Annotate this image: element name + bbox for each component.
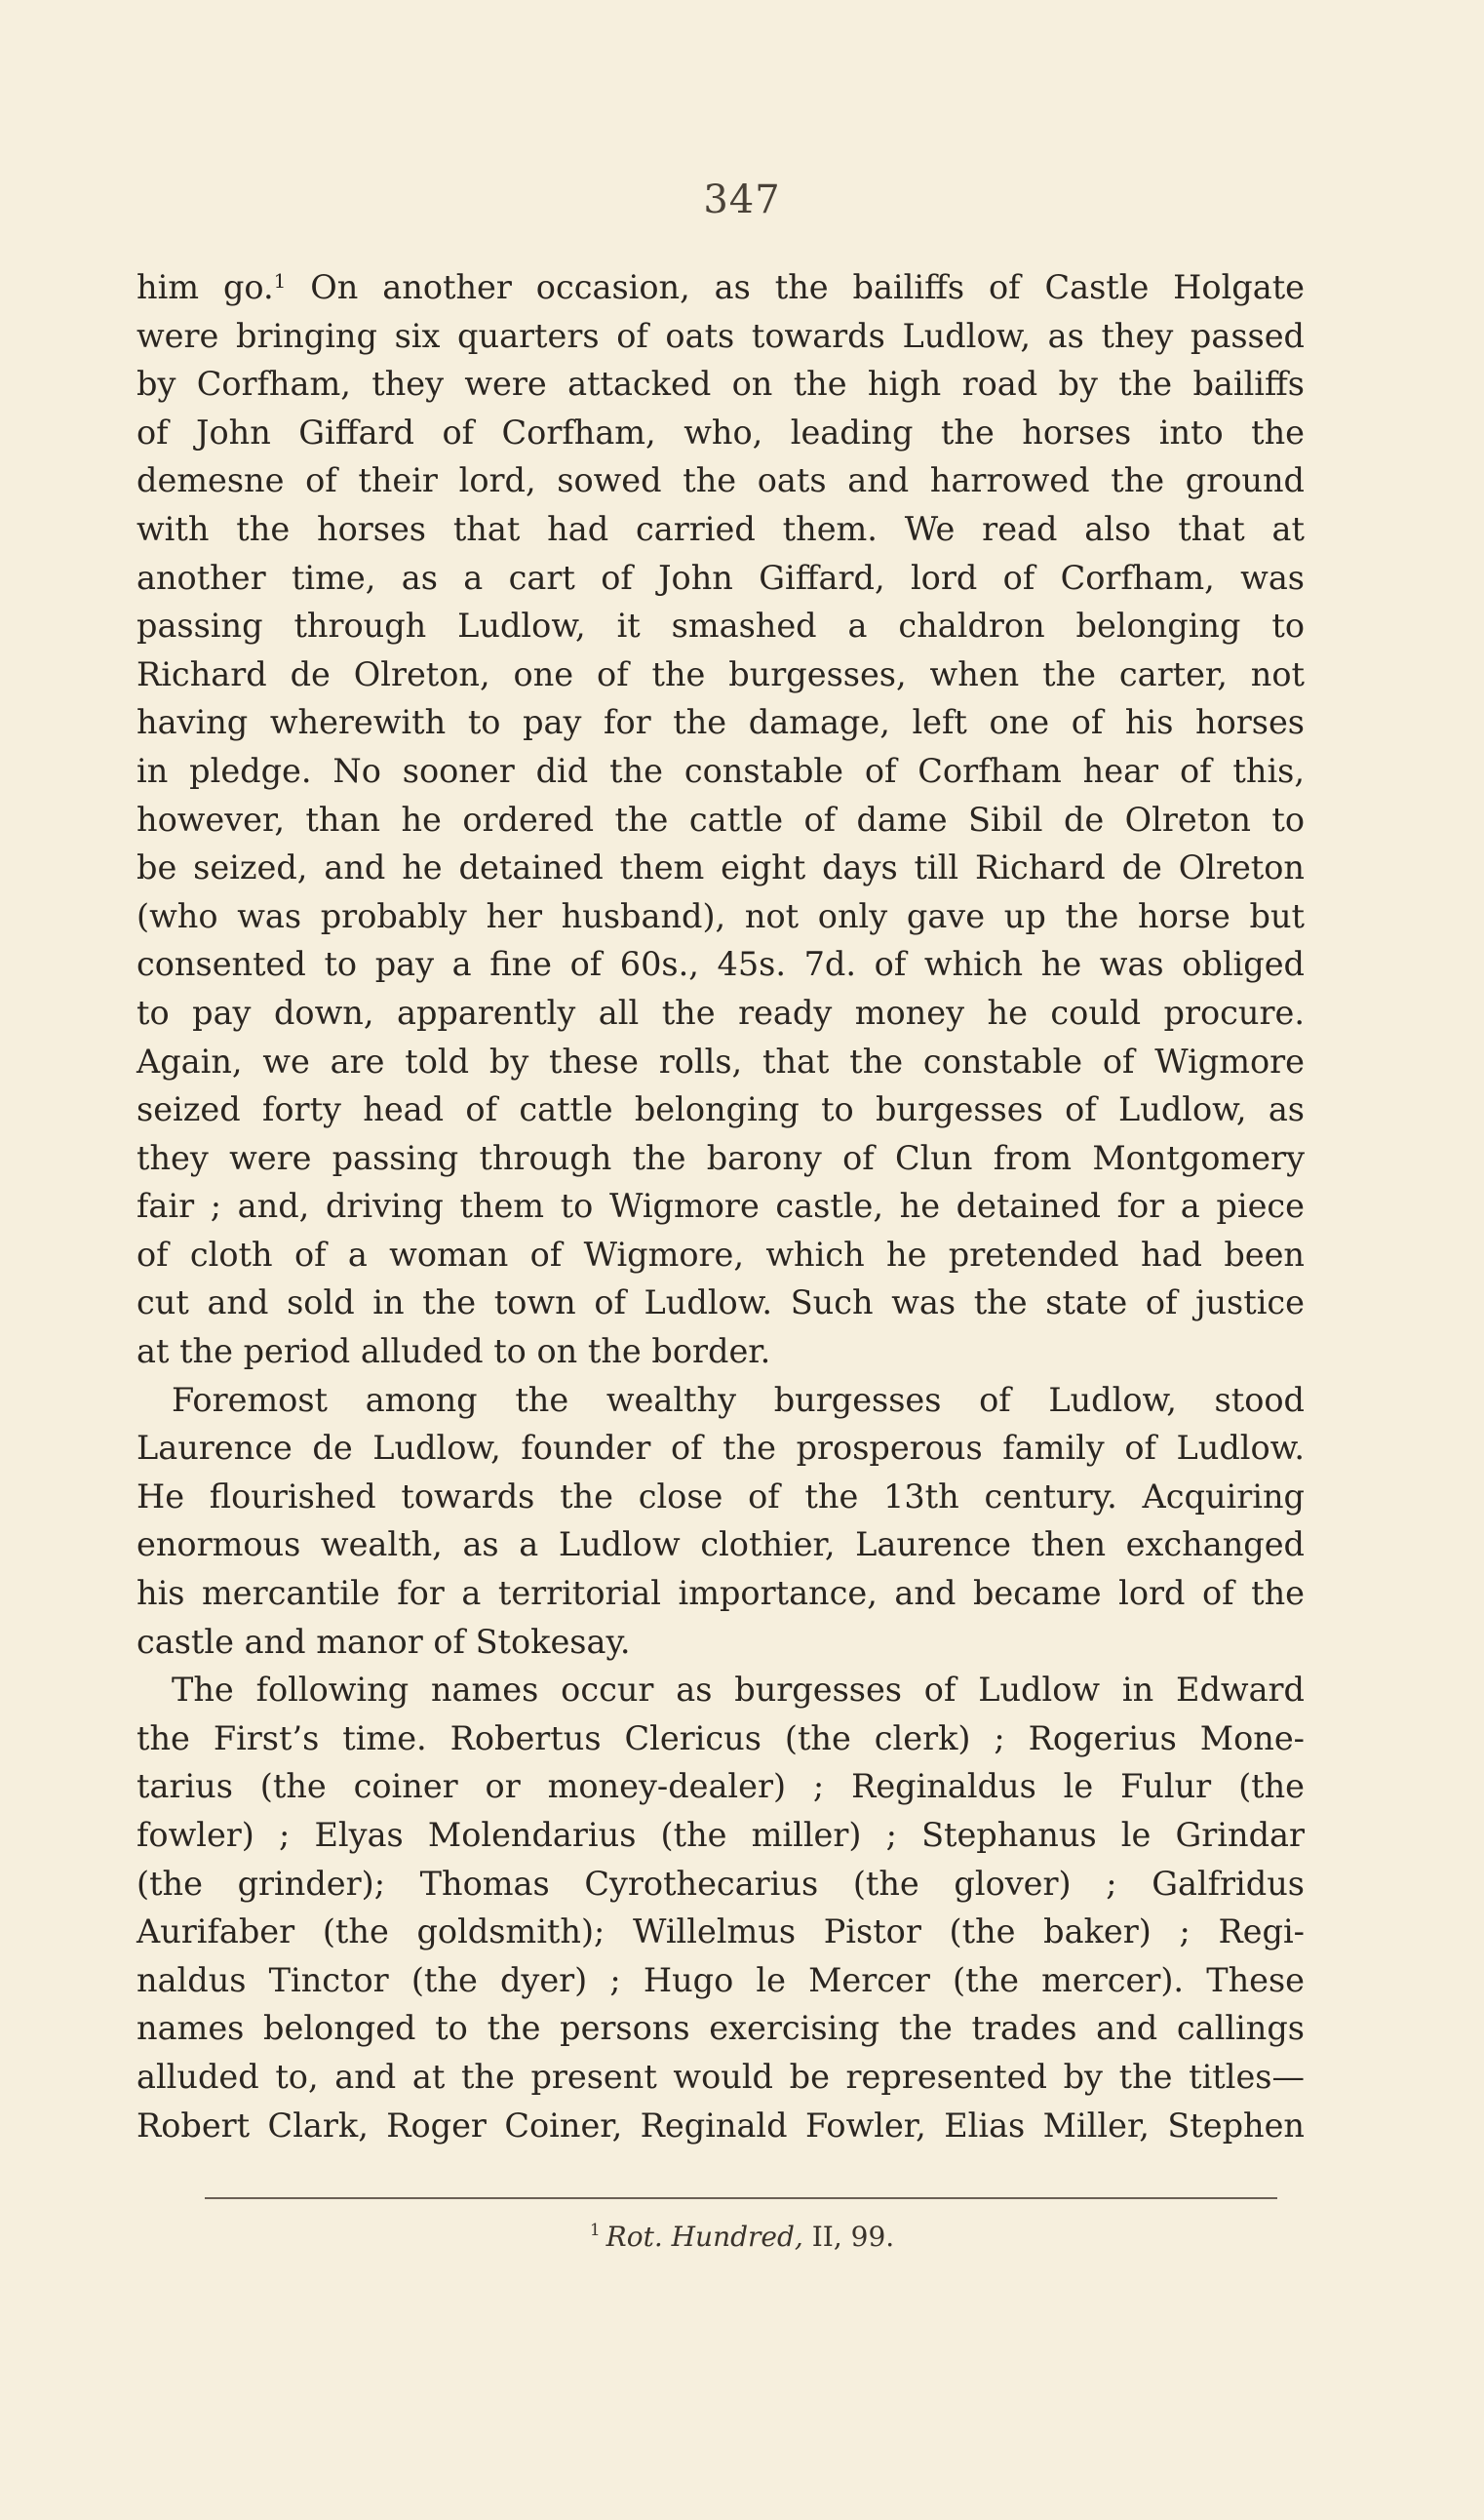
text-line: however, than he ordered the cattle of dame Sibil de Olreton to <box>137 800 1305 839</box>
text-line: passing through Ludlow, it smashed a chaldron belonging to <box>137 607 1305 646</box>
text-line: they were passing through the barony of Clun from Montgomery <box>137 1138 1305 1177</box>
footnote-number: 1 <box>589 2221 601 2240</box>
text-line: of cloth of a woman of Wigmore, which he pretended had been <box>137 1235 1305 1274</box>
footnote-source: Rot. Hundred, <box>605 2221 803 2253</box>
text-line: (who was probably her husband), not only gave up the horse but <box>137 896 1305 935</box>
text-line: consented to pay a fine of 60s., 45s. 7d. of which he was obliged <box>137 945 1305 984</box>
text-line: Robert Clark, Roger Coiner, Reginald Fowler, Elias Miller, Stephen <box>137 2106 1305 2145</box>
footnote-reference[interactable]: 1 <box>273 269 287 293</box>
text-line: his mercantile for a territorial importance, and became lord of the <box>137 1574 1305 1613</box>
text-line-end: On another occasion, as the bailiffs of Castle Holgate <box>286 268 1305 306</box>
body-text <box>137 263 1305 2149</box>
footnote <box>0 2221 1484 2253</box>
text-line: fair ; and, driving them to Wigmore castle, he detained for a piece <box>137 1187 1305 1226</box>
text-line: Richard de Olreton, one of the burgesses, when the carter, not <box>137 654 1305 693</box>
footnote-divider <box>205 2197 1277 2199</box>
text-line: Aurifaber (the goldsmith); Willelmus Pistor (the baker) ; Regi- <box>137 1912 1305 1951</box>
text-line: castle and manor of Stokesay. <box>137 1622 631 1661</box>
text-line: be seized, and he detained them eight days till Richard de Olreton <box>137 848 1305 887</box>
page-number: 347 <box>703 177 781 222</box>
text-line: the First’s time. Robertus Clericus (the clerk) ; Rogerius Mone- <box>137 1718 1305 1757</box>
text-line: naldus Tinctor (the dyer) ; Hugo le Mercer (the mercer). These <box>137 1960 1305 1999</box>
text-line: Again, we are told by these rolls, that the constable of Wigmore <box>137 1042 1305 1081</box>
text-line: enormous wealth, as a Ludlow clothier, Laurence then exchanged <box>137 1525 1305 1564</box>
text-line-start: him go. <box>137 268 274 306</box>
text-line: of John Giffard of Corfham, who, leading the horses into the <box>137 413 1305 452</box>
text-line: Foremost among the wealthy burgesses of Ludlow, stood <box>172 1380 1305 1419</box>
text-line: in pledge. No sooner did the constable of Corfham hear of this, <box>137 751 1305 790</box>
text-line: cut and sold in the town of Ludlow. Such was the state of justice <box>137 1283 1305 1322</box>
text-line: having wherewith to pay for the damage, left one of his horses <box>137 703 1305 742</box>
text-line: fowler) ; Elyas Molendarius (the miller) ; Stephanus le Grindar <box>137 1816 1305 1854</box>
text-line: at the period alluded to on the border. <box>137 1332 771 1371</box>
text-line: by Corfham, they were attacked on the high road by the bailiffs <box>137 365 1305 404</box>
text-line: to pay down, apparently all the ready money he could procure. <box>137 993 1305 1032</box>
text-line: were bringing six quarters of oats towards Ludlow, as they passed <box>137 316 1305 355</box>
text-line: (the grinder); Thomas Cyrothecarius (the glover) ; Galfridus <box>137 1864 1305 1903</box>
text-line: with the horses that had carried them. We read also that at <box>137 509 1305 548</box>
footnote-reference-text: II, 99. <box>802 2221 895 2253</box>
text-line: seized forty head of cattle belonging to burgesses of Ludlow, as <box>137 1090 1305 1129</box>
text-line: demesne of their lord, sowed the oats and harrowed the ground <box>137 461 1305 500</box>
text-line <box>137 263 1305 312</box>
text-line: names belonged to the persons exercising the trades and callings <box>137 2009 1305 2048</box>
text-line: He flourished towards the close of the 13th century. Acquiring <box>137 1477 1305 1516</box>
text-line: another time, as a cart of John Giffard, lord of Corfham, was <box>137 558 1305 597</box>
text-line: Laurence de Ludlow, founder of the prosperous family of Ludlow. <box>137 1429 1305 1468</box>
text-line: alluded to, and at the present would be represented by the titles— <box>137 2057 1305 2096</box>
text-line: tarius (the coiner or money-dealer) ; Reginaldus le Fulur (the <box>137 1767 1305 1806</box>
text-line: The following names occur as burgesses of Ludlow in Edward <box>172 1671 1305 1710</box>
